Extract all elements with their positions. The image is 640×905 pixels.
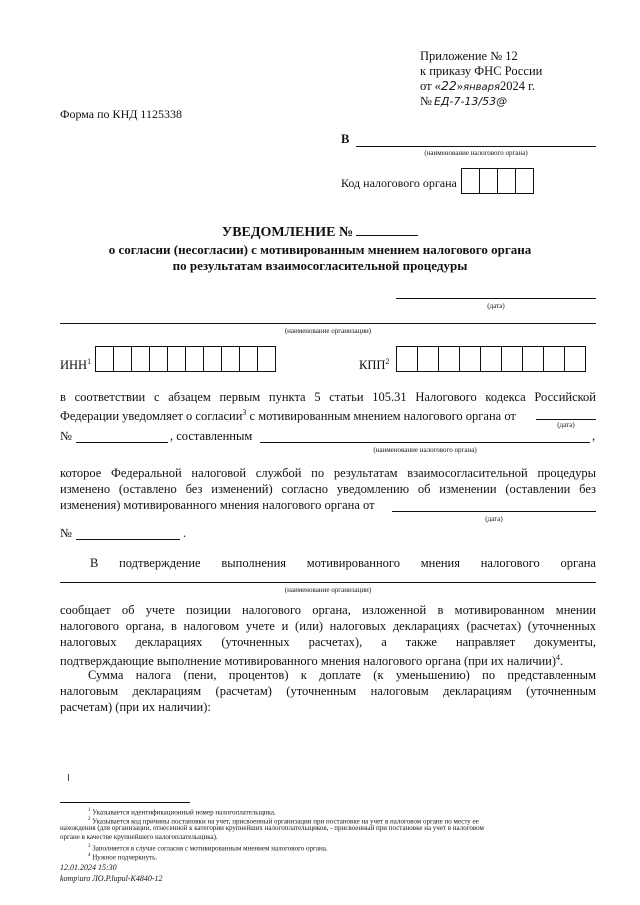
para3-line-4: подтверждающие выполнение мотивированного мнения налогового органа (при их наличии)$^4$. — [60, 653, 564, 669]
para2-line-3: изменения) мотивированного мнения налогового органа от — [60, 498, 375, 512]
para4-line-1: Сумма налога (пени, процентов) к доплате (к уменьшению) по представленным — [88, 668, 596, 682]
confirm-organization-line[interactable] — [60, 582, 596, 583]
inn-cell[interactable] — [131, 346, 150, 372]
footnote-3: $^3$ Заполняется в случае согласия с мотивированным мнением налогового органа. — [88, 844, 328, 853]
footnote-4: $^4$ Нужное подчеркнуть. — [88, 853, 158, 862]
composed-comma: , — [592, 429, 596, 443]
para3-line-1: сообщает об учете позиции налогового органа, изложенной в мотивированном мнении — [60, 603, 596, 617]
kpp-cell[interactable] — [459, 346, 481, 372]
para1-date-caption: (дата) — [557, 421, 575, 429]
organization-line[interactable] — [60, 323, 596, 324]
appendix-line-1: Приложение № 12 — [420, 49, 518, 63]
kpp-cell[interactable] — [543, 346, 565, 372]
inn-cell[interactable] — [185, 346, 204, 372]
para4-line-2: налоговым декларациям (расчетам) (уточненным налоговым декларациям (уточненным — [60, 684, 596, 698]
title-line-3: по результатам взаимосогласительной процедуры — [172, 258, 468, 273]
inn-cell[interactable] — [203, 346, 222, 372]
appendix-number-line: № ЕД-7-13/53@ — [420, 94, 508, 108]
para2-date-caption: (дата) — [485, 515, 503, 523]
kpp-cell[interactable] — [522, 346, 544, 372]
para1-line-1: в соответствии с абзацем первым пункта 5 статьи 105.31 Налогового кодекса Российской — [60, 390, 596, 404]
composed-label: , составленным — [170, 429, 253, 443]
recipient-caption: (наименование налогового органа) — [424, 149, 528, 157]
no-row2-dot: . — [183, 526, 187, 540]
kpp-cell[interactable] — [396, 346, 418, 372]
date-line[interactable] — [396, 298, 596, 299]
notice-number-field[interactable] — [356, 235, 418, 236]
inn-cell[interactable] — [149, 346, 168, 372]
registration-stamp-id: komp\uro ЛО.P.lupul-K4840-12 — [60, 874, 163, 883]
inn-cell[interactable] — [95, 346, 114, 372]
document-number-line-2[interactable] — [76, 539, 180, 540]
kpp-cell[interactable] — [501, 346, 523, 372]
inn-label: ИНН$^1$ — [60, 357, 92, 373]
code-cell[interactable] — [479, 168, 498, 194]
form-code: Форма по КНД 1125338 — [60, 107, 182, 121]
handwritten-order-number: ЕД-7-13/53@ — [433, 95, 508, 108]
inn-cells[interactable] — [96, 346, 276, 372]
footnote-2: $^2$ Указывается код причины постановки на учет, присвоенный организации при постановке на учет в налоговом органе по месту ее — [88, 817, 479, 826]
code-cell[interactable] — [497, 168, 516, 194]
no-label-1: № — [60, 429, 72, 443]
footnote-separator — [60, 802, 190, 803]
footnote-2-cont-2: органе в качестве крупнейшего налогоплательщика). — [60, 833, 218, 841]
no-label-2: № — [60, 526, 72, 540]
para4-line-3: расчетам) (при их наличии): — [60, 700, 211, 714]
footnote-2-cont-1: нахождения (для организации, отнесенной к категории крупнейших налогоплательщиков, - присвоенный при постановке на учет в налоговом — [60, 824, 484, 832]
kpp-cell[interactable] — [480, 346, 502, 372]
recipient-line[interactable] — [356, 146, 596, 147]
code-cell[interactable] — [515, 168, 534, 194]
stray-mark — [68, 774, 69, 781]
registration-stamp-time: 12.01.2024 15:30 — [60, 863, 117, 872]
kpp-label: КПП$^2$ — [359, 357, 390, 373]
para2-line-1: которое Федеральной налоговой службой по результатам взаимосогласительной процедуры — [60, 466, 596, 480]
confirm-line: В подтверждение выполнения мотивированного мнения налогового органа — [90, 556, 596, 570]
recipient-prefix: В — [341, 132, 350, 146]
handwritten-month: января — [463, 82, 501, 93]
inn-cell[interactable] — [167, 346, 186, 372]
handwritten-day: 22 — [440, 78, 457, 93]
organization-caption: (наименование организации) — [284, 327, 372, 335]
code-cell[interactable] — [461, 168, 480, 194]
inn-cell[interactable] — [257, 346, 276, 372]
inn-cell[interactable] — [221, 346, 240, 372]
document-number-line-1[interactable] — [76, 442, 168, 443]
para2-date-line[interactable] — [392, 511, 596, 512]
kpp-cell[interactable] — [564, 346, 586, 372]
tax-office-code-label: Код налогового органа — [341, 176, 457, 190]
appendix-line-2: к приказу ФНС России — [420, 64, 543, 78]
kpp-cells[interactable] — [397, 346, 586, 372]
kpp-cell[interactable] — [438, 346, 460, 372]
footnote-1: $^1$ Указывается идентификационный номер налогоплательщика. — [88, 808, 276, 817]
para3-line-2: налогового органа, в налоговом учете и (или) налоговых декларациях (расчетах) (уточненных — [60, 619, 596, 633]
title-line-1: УВЕДОМЛЕНИЕ № — [0, 224, 640, 241]
kpp-cell[interactable] — [417, 346, 439, 372]
appendix-date-line: от «22»января2024 г. — [420, 78, 536, 93]
para1-date-line[interactable] — [536, 419, 596, 420]
date-caption: (дата) — [487, 302, 505, 310]
para1-line-2: Федерации уведомляет о согласии$^3$ с мотивированным мнением налогового органа от — [60, 408, 516, 424]
tax-office-code-cells[interactable] — [462, 168, 534, 194]
confirm-organization-caption: (наименование организации) — [284, 586, 372, 594]
composing-authority-caption: (наименование налогового органа) — [373, 446, 477, 454]
composing-authority-line[interactable] — [260, 442, 590, 443]
inn-cell[interactable] — [239, 346, 258, 372]
para2-line-2: изменено (оставлено без изменений) согласно уведомлению об изменении (оставлении без — [60, 482, 596, 496]
inn-cell[interactable] — [113, 346, 132, 372]
para3-line-3: налоговых декларациях (уточненных расчетах), а также направляет документы, — [60, 635, 596, 649]
title-line-2: о согласии (несогласии) с мотивированным мнением налогового органа — [108, 242, 532, 257]
